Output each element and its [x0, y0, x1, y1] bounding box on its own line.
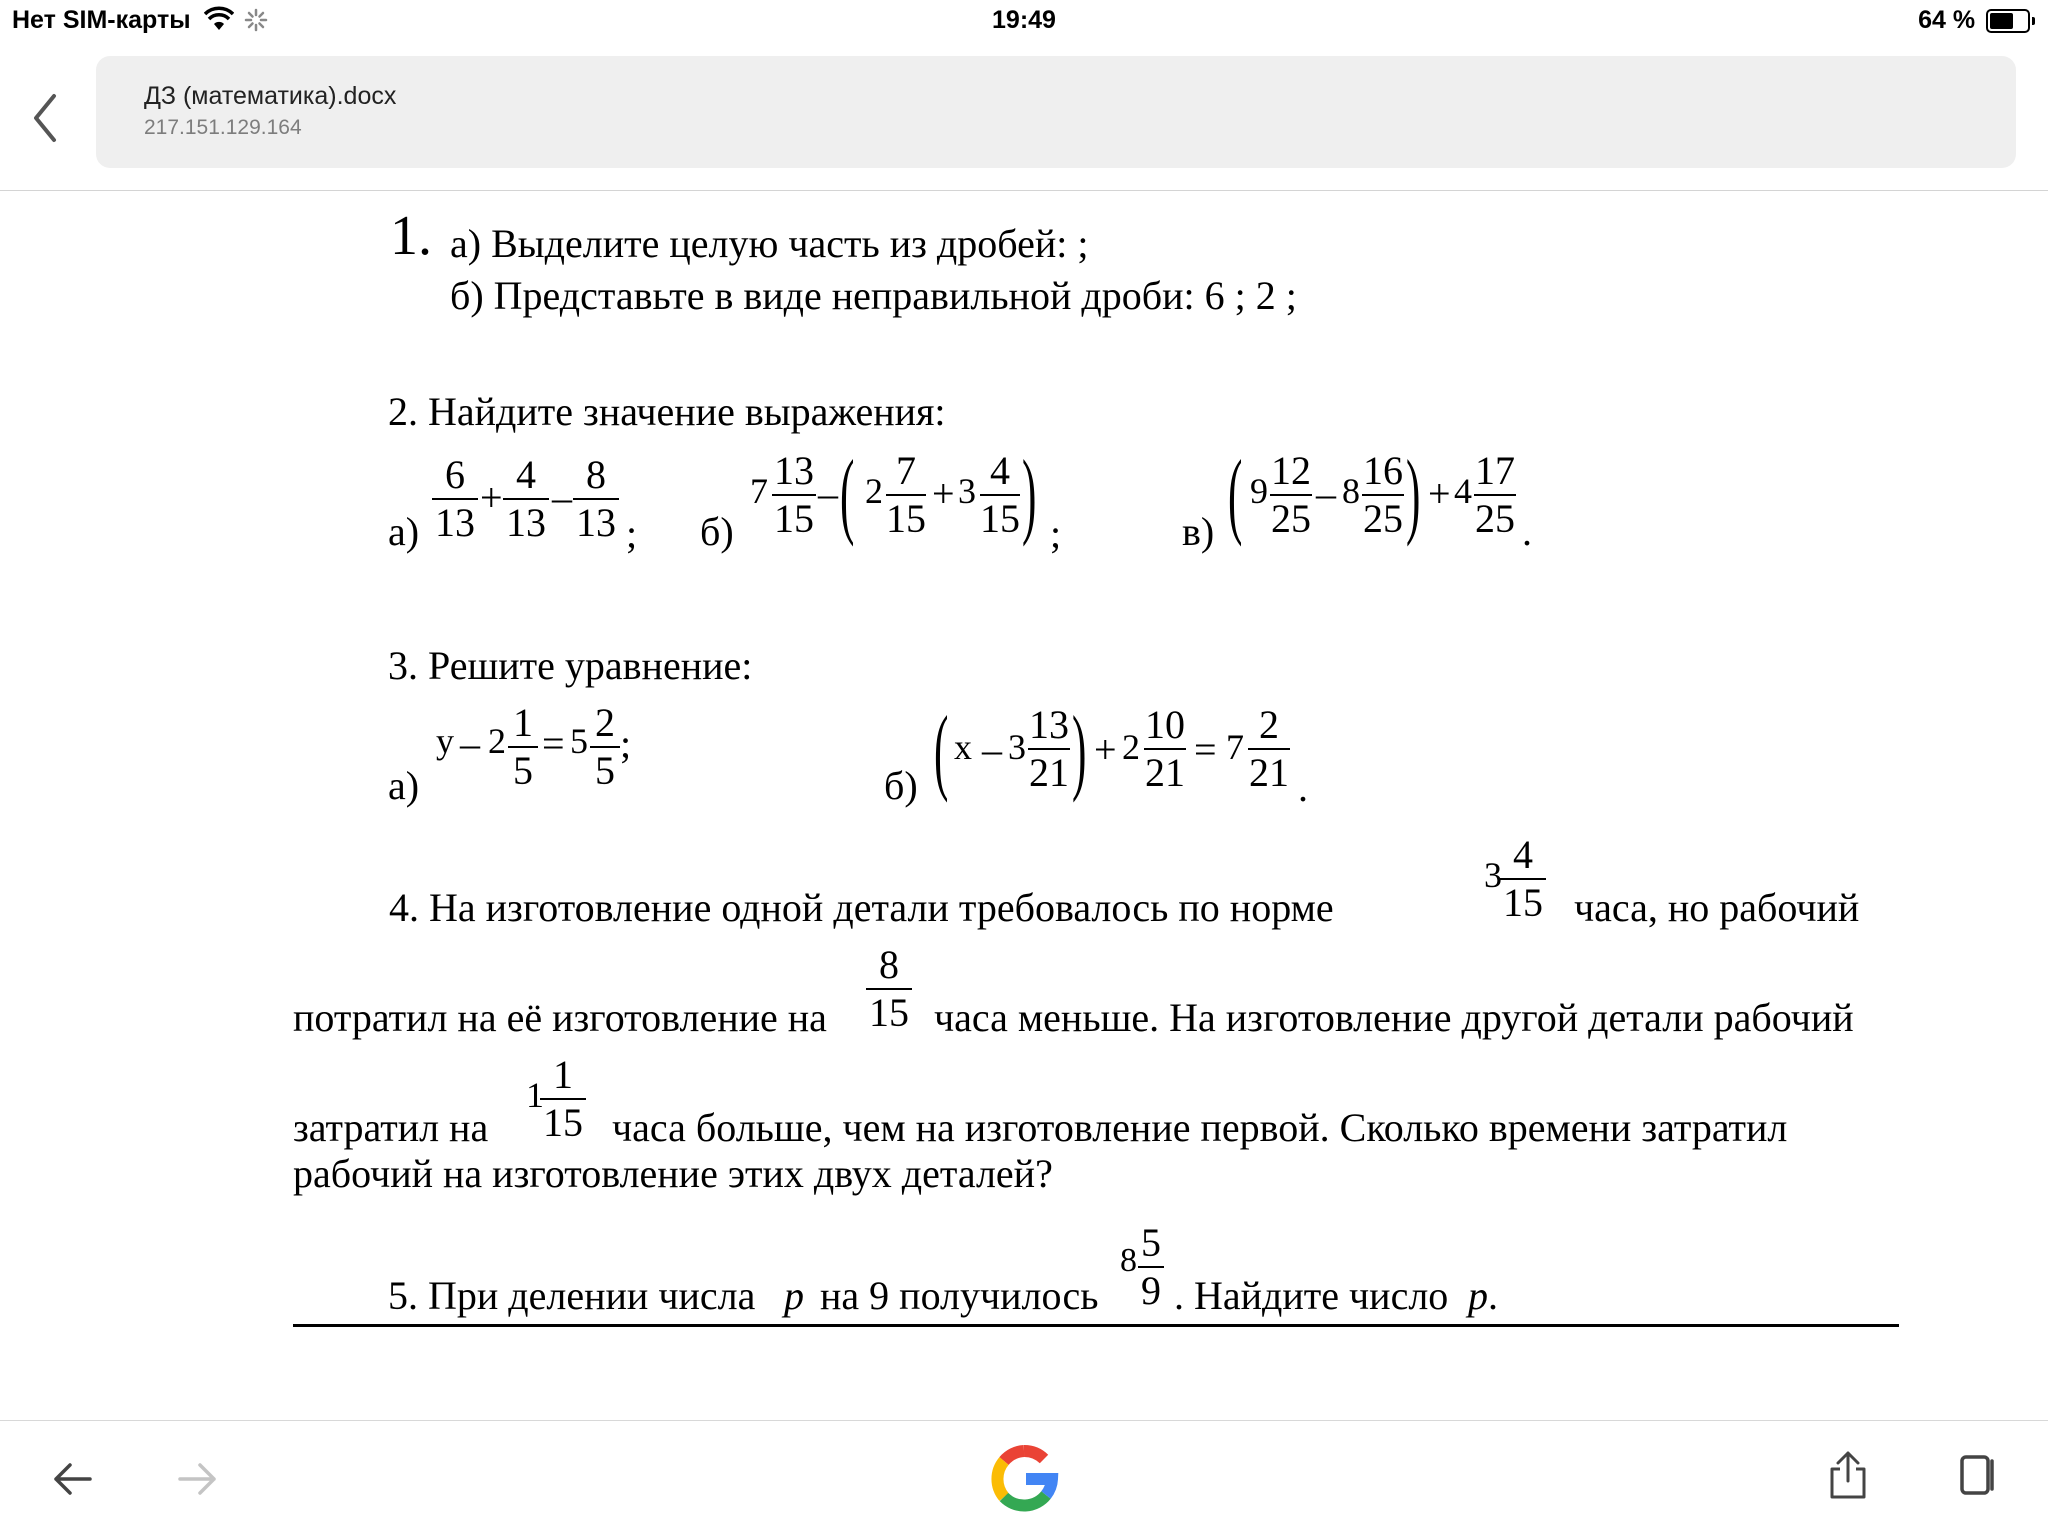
punctuation: ; — [626, 511, 638, 556]
document-title-box[interactable] — [96, 56, 2016, 168]
fraction: 17 25 — [1475, 448, 1515, 541]
whole-part: 2 — [865, 471, 883, 511]
task4-text: потратил на её изготовление на — [293, 995, 827, 1040]
task1-number: 1. — [390, 205, 432, 267]
fraction: 5 9 — [1138, 1220, 1164, 1314]
google-logo-icon[interactable] — [988, 1443, 1060, 1515]
document-page — [0, 190, 2048, 1420]
battery-icon — [1986, 9, 2030, 33]
fraction: 2 21 — [1249, 702, 1289, 795]
punctuation: ; — [1050, 511, 1062, 556]
tabs-icon[interactable] — [1954, 1451, 1998, 1499]
document-header — [0, 44, 2048, 191]
whole-part: 3 — [958, 471, 976, 511]
operator: + — [1094, 727, 1117, 772]
battery-indicator — [1918, 6, 2030, 35]
whole-part: 9 — [1250, 471, 1268, 511]
fraction: 13 15 — [774, 448, 814, 541]
right-paren: ) — [1406, 440, 1421, 547]
punctuation: . — [1298, 765, 1308, 810]
task4-text: 4. На изготовление одной детали требовалось по норме — [389, 885, 1334, 930]
fraction: 1 5 — [508, 700, 538, 794]
left-paren: ( — [934, 696, 949, 803]
task2-c-label: в) — [1182, 509, 1215, 554]
fraction: 2 5 — [590, 700, 620, 794]
variable: y — [436, 721, 454, 761]
operator: + — [480, 475, 503, 520]
task4-text: затратил на — [293, 1105, 489, 1150]
task3-a-label: а) — [388, 763, 420, 808]
task1-part-b: б) Представьте в виде неправильной дроби: 6 ; 2 ; — [450, 273, 1297, 318]
whole-part: 7 — [750, 471, 768, 511]
underline-rule — [293, 1324, 1899, 1327]
variable: p — [1468, 1273, 1488, 1318]
left-paren: ( — [840, 440, 855, 547]
left-paren: ( — [1228, 440, 1243, 547]
task4-text: часа меньше. На изготовление другой детали рабочий — [934, 995, 1854, 1040]
battery-percent: 64 % — [1918, 6, 1976, 34]
operator: + — [1428, 471, 1451, 516]
fraction: 6 13 — [432, 452, 478, 546]
fraction: 4 15 — [1500, 832, 1546, 926]
fraction: 10 21 — [1145, 702, 1185, 795]
whole-part: 4 — [1454, 471, 1472, 511]
task2-title: 2. Найдите значение выражения: — [388, 389, 946, 434]
back-arrow-icon[interactable] — [50, 1457, 94, 1501]
forward-arrow-icon[interactable] — [176, 1457, 220, 1501]
document-filename: ДЗ (математика).docx — [144, 82, 397, 110]
whole-part: 2 — [488, 721, 506, 761]
punctuation: . — [1522, 509, 1532, 554]
operator: – — [982, 727, 1002, 772]
task2-a-label: а) — [388, 509, 420, 554]
variable: x — [954, 727, 972, 767]
variable: p — [784, 1273, 804, 1318]
whole-part: 1 — [526, 1075, 544, 1115]
fraction: 13 21 — [1029, 702, 1069, 795]
fraction: 7 15 — [886, 448, 926, 541]
fraction: 8 13 — [573, 452, 619, 546]
equals-sign: = — [542, 721, 565, 766]
task3-b-label: б) — [884, 763, 918, 808]
clock: 19:49 — [992, 6, 1056, 34]
document-host: 217.151.129.164 — [144, 116, 302, 139]
fraction: 16 25 — [1363, 448, 1403, 541]
operator: – — [552, 475, 572, 520]
task5-text: на 9 получилось — [820, 1273, 1099, 1318]
task1-part-a: а) Выделите целую часть из дробей: ; — [450, 221, 1089, 266]
task5-text: 5. При делении числа — [388, 1273, 756, 1318]
task5-text: . Найдите число — [1174, 1273, 1449, 1318]
task3-title: 3. Решите уравнение: — [388, 643, 753, 688]
whole-part: 3 — [1484, 855, 1502, 895]
whole-part: 5 — [570, 721, 588, 761]
equals-sign: = — [1194, 727, 1217, 772]
task4-text: часа, но рабочий — [1574, 885, 1860, 930]
task2-b-label: б) — [700, 509, 734, 554]
fraction: 12 25 — [1271, 448, 1311, 541]
status-bar — [0, 0, 2048, 44]
carrier-label: Нет SIM-карты — [12, 6, 191, 34]
punctuation: . — [1488, 1273, 1498, 1318]
operator: – — [1316, 471, 1336, 516]
task4-text: рабочий на изготовление этих двух деталей? — [293, 1151, 1053, 1196]
bottom-toolbar — [0, 1420, 2048, 1537]
whole-part: 3 — [1008, 727, 1026, 767]
task4-text: часа больше, чем на изготовление первой. Сколько времени затратил — [612, 1105, 1788, 1150]
fraction: 4 13 — [503, 452, 549, 546]
fraction: 1 15 — [540, 1052, 586, 1146]
whole-part: 7 — [1226, 727, 1244, 767]
right-paren: ) — [1072, 696, 1087, 803]
right-paren: ) — [1022, 440, 1037, 547]
operator: – — [460, 721, 480, 766]
operator: – — [818, 471, 838, 516]
whole-part: 2 — [1122, 727, 1140, 767]
fraction: 4 15 — [980, 448, 1020, 541]
back-chevron-icon[interactable] — [28, 88, 68, 148]
whole-part: 8 — [1342, 471, 1360, 511]
operator: + — [932, 471, 955, 516]
whole-part: 8 — [1120, 1242, 1137, 1279]
share-icon[interactable] — [1826, 1449, 1870, 1501]
fraction: 8 15 — [866, 942, 912, 1036]
punctuation: ; — [620, 721, 632, 766]
